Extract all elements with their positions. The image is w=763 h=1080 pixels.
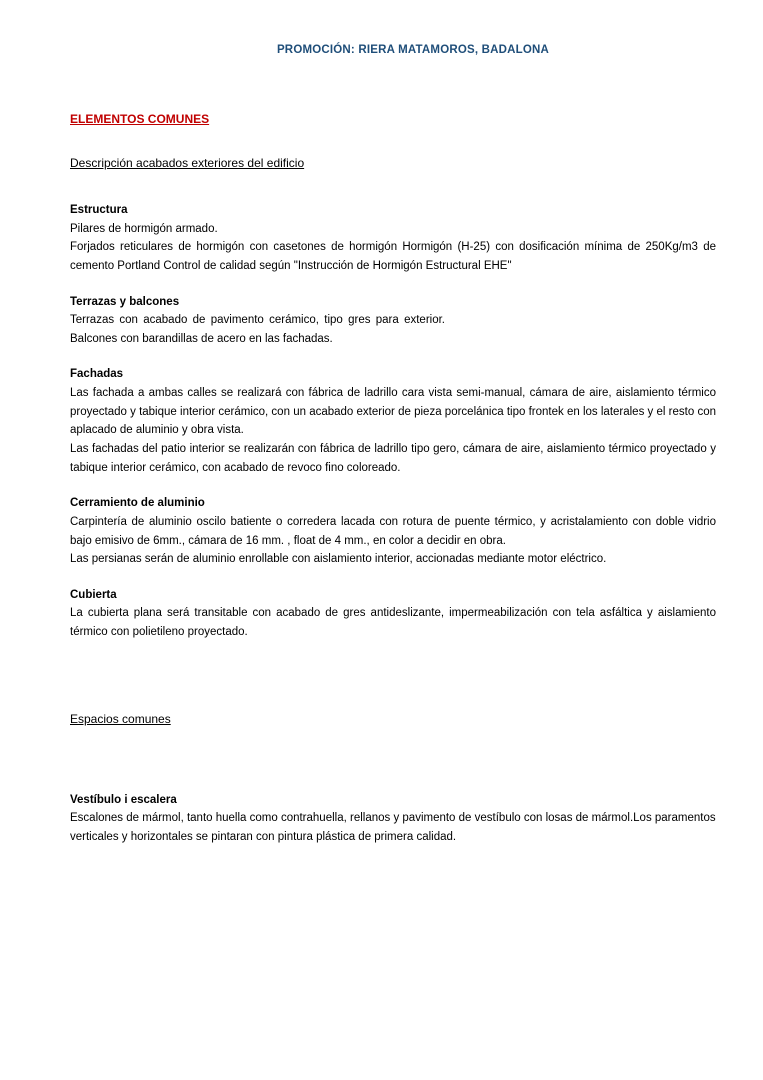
- section-subtitle-exteriores: Descripción acabados exteriores del edificio: [70, 156, 305, 170]
- section-title: ELEMENTOS COMUNES: [70, 112, 210, 126]
- block-cubierta: [70, 587, 716, 642]
- block-paragraph: Escalones de mármol, tanto huella como contrahuella, rellanos y pavimento de vestíbulo con losas de mármol.Los paramentos verticales y horizontales se pintaran con pintura plástica de primera calidad.: [70, 812, 716, 844]
- block-heading: Vestíbulo i escalera: [70, 793, 177, 806]
- block-estructura: [70, 202, 716, 276]
- block-paragraph: Pilares de hormigón armado.: [70, 222, 218, 235]
- block-paragraph: Las fachada a ambas calles se realizará con fábrica de ladrillo cara vista semi-manual, cámara de aire, aislamiento térmico proyectado y tabique interior cerámico, con un acabado exterior de pieza porcelánica tipo frontek en los laterales y el resto con aplacado de aluminio y obra vista.: [70, 387, 716, 437]
- block-fachadas: [70, 366, 716, 477]
- block-heading: Cubierta: [70, 588, 117, 601]
- block-terrazas-y-balcones: [70, 294, 716, 349]
- spacer: [70, 656, 716, 712]
- block-heading: Terrazas y balcones: [70, 295, 180, 308]
- block-heading: Estructura: [70, 204, 128, 216]
- block-paragraph: Las fachadas del patio interior se realizarán con fábrica de ladrillo tipo gero, cámara de aire, aislamiento térmico proyectado y tabique interior cerámico, con acabado de revoco fino coloreado.: [70, 443, 716, 474]
- block-paragraph: La cubierta plana será transitable con acabado de gres antideslizante, impermeabilización con tela asfáltica y aislamiento térmico con polietileno proyectado.: [70, 607, 716, 639]
- block-paragraph: Las persianas serán de aluminio enrollable con aislamiento interior, accionadas mediante motor eléctrico.: [70, 553, 607, 566]
- section-subtitle-espacios-comunes: Espacios comunes: [70, 711, 171, 726]
- document-header-title: PROMOCIÓN: RIERA MATAMOROS, BADALONA: [276, 44, 550, 56]
- block-vestibulo-i-escalera: [70, 792, 716, 847]
- block-paragraph: Carpintería de aluminio oscilo batiente o corredera lacada con rotura de puente térmico, y acristalamiento con doble vidrio bajo emisivo de 6mm., cámara de 16 mm. , float de 4 mm., en color a decidir en obra.: [70, 515, 716, 547]
- block-cerramiento-de-aluminio: [70, 495, 716, 569]
- block-heading: Fachadas: [70, 368, 124, 381]
- block-paragraph: Terrazas con acabado de pavimento cerámico, tipo gres para exterior. Balcones con barandillas de acero en las fachadas.: [70, 314, 445, 345]
- block-heading: Cerramiento de aluminio: [70, 497, 205, 510]
- spacer: [70, 758, 716, 792]
- block-paragraph: Forjados reticulares de hormigón con casetones de hormigón Hormigón (H-25) con dosificación mínima de 250Kg/m3 de cemento Portland Control de calidad según "Instrucción de Hormigón Estructural EHE": [70, 241, 716, 272]
